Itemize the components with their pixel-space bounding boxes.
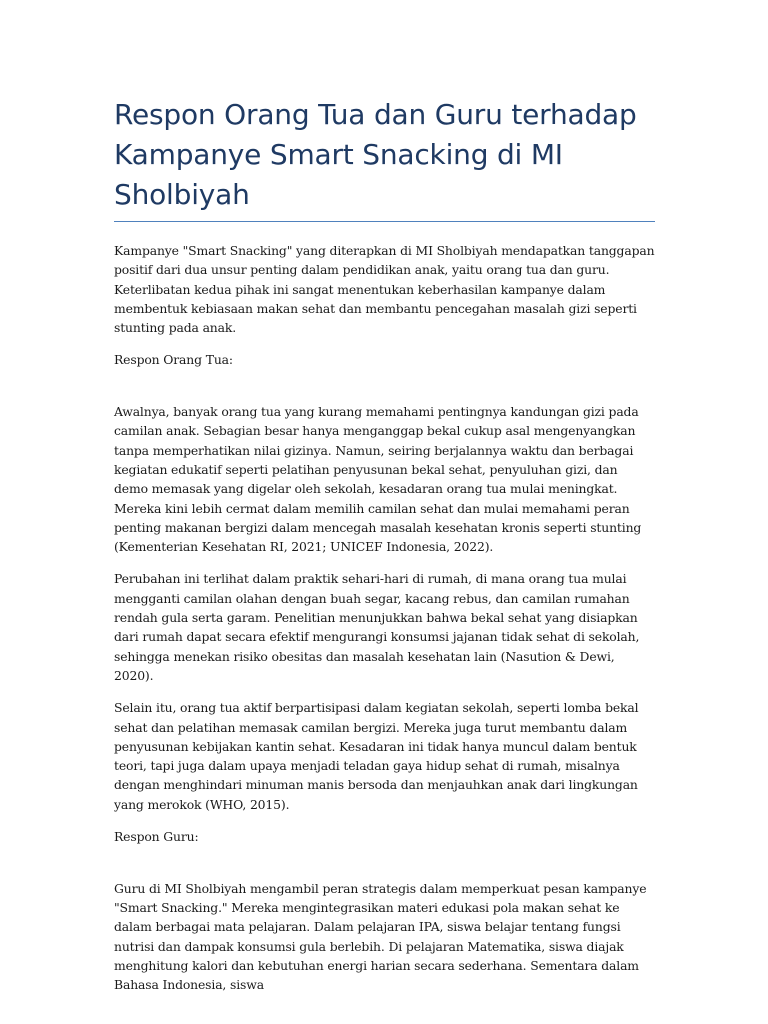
paragraph-orang-tua-participation: Selain itu, orang tua aktif berpartisipasi dalam kegiatan sekolah, seperti lomba bekal sehat dan pelatihan memasak camilan bergizi. Mereka juga turut membantu dalam penyusunan kebijakan kantin sehat. Kesadaran ini tidak hanya muncul dalam bentuk teori, tapi juga dalam upaya menjadi teladan gaya hidup sehat di rumah, misalnya dengan menghindari minuman manis bersoda dan menjauhkan anak dari lingkungan yang merokok (WHO, 2015). [114,700,639,812]
blank-line [114,383,655,402]
paragraph-guru-role: Guru di MI Sholbiyah mengambil peran strategis dalam memperkuat pesan kampanye "Smart Snacking." Mereka mengintegrasikan materi edukasi pola makan sehat ke dalam berbagai mata pelajaran. Dalam pelajaran IPA, siswa belajar tentang fungsi nutrisi dan dampak konsumsi gula berlebih. Di pelajaran Matematika, siswa diajak menghitung kalori dan kebutuhan energi harian secara sederhana. Sementara dalam Bahasa Indonesia, siswa [114,880,647,993]
paragraph-orang-tua-practice: Perubahan ini terlihat dalam praktik sehari-hari di rumah, di mana orang tua mulai mengganti camilan olahan dengan buah segar, kacang rebus, dan camilan rumahan rendah gula serta garam. Penelitian menunjukkan bahwa bekal sehat yang disiapkan dari rumah dapat secara efektif mengurangi konsumsi jajanan tidak sehat di sekolah, sehingga menekan risiko obesitas dan masalah kesehatan lain (Nasution & Dewi, 2020). [114,571,640,683]
blank-line [114,859,655,878]
paragraph-orang-tua-awareness: Awalnya, banyak orang tua yang kurang memahami pentingnya kandungan gizi pada camilan anak. Sebagian besar hanya menganggap bekal cukup asal mengenyangkan tanpa memperhatikan nilai gizinya. Namun, seiring berjalannya waktu dan berbagai kegiatan edukatif seperti pelatihan penyusunan bekal sehat, penyuluhan gizi, dan demo memasak yang digelar oleh sekolah, kesadaran orang tua mulai meningkat. Mereka kini lebih cermat dalam memilih camilan sehat dan mulai memahami peran penting makanan bergizi dalam mencegah masalah kesehatan kronis seperti stunting (Kementerian Kesehatan RI, 2021; UNICEF Indonesia, 2022). [114,404,642,555]
document-page [114,0,655,1007]
intro-paragraph: Kampanye "Smart Snacking" yang diterapkan di MI Sholbiyah mendapatkan tanggapan positif dari dua unsur penting dalam pendidikan anak, yaitu orang tua dan guru. Keterlibatan kedua pihak ini sangat menentukan keberhasilan kampanye dalam membentuk kebiasaan makan sehat dan membantu pencegahan masalah gizi seperti stunting pada anak. [114,243,655,336]
title-underline [114,221,655,222]
section-heading-guru: Respon Guru: [114,829,199,845]
section-heading-orang-tua: Respon Orang Tua: [114,352,233,368]
document-title: Respon Orang Tua dan Guru terhadap Kampanye Smart Snacking di MI Sholbiyah [114,98,637,211]
